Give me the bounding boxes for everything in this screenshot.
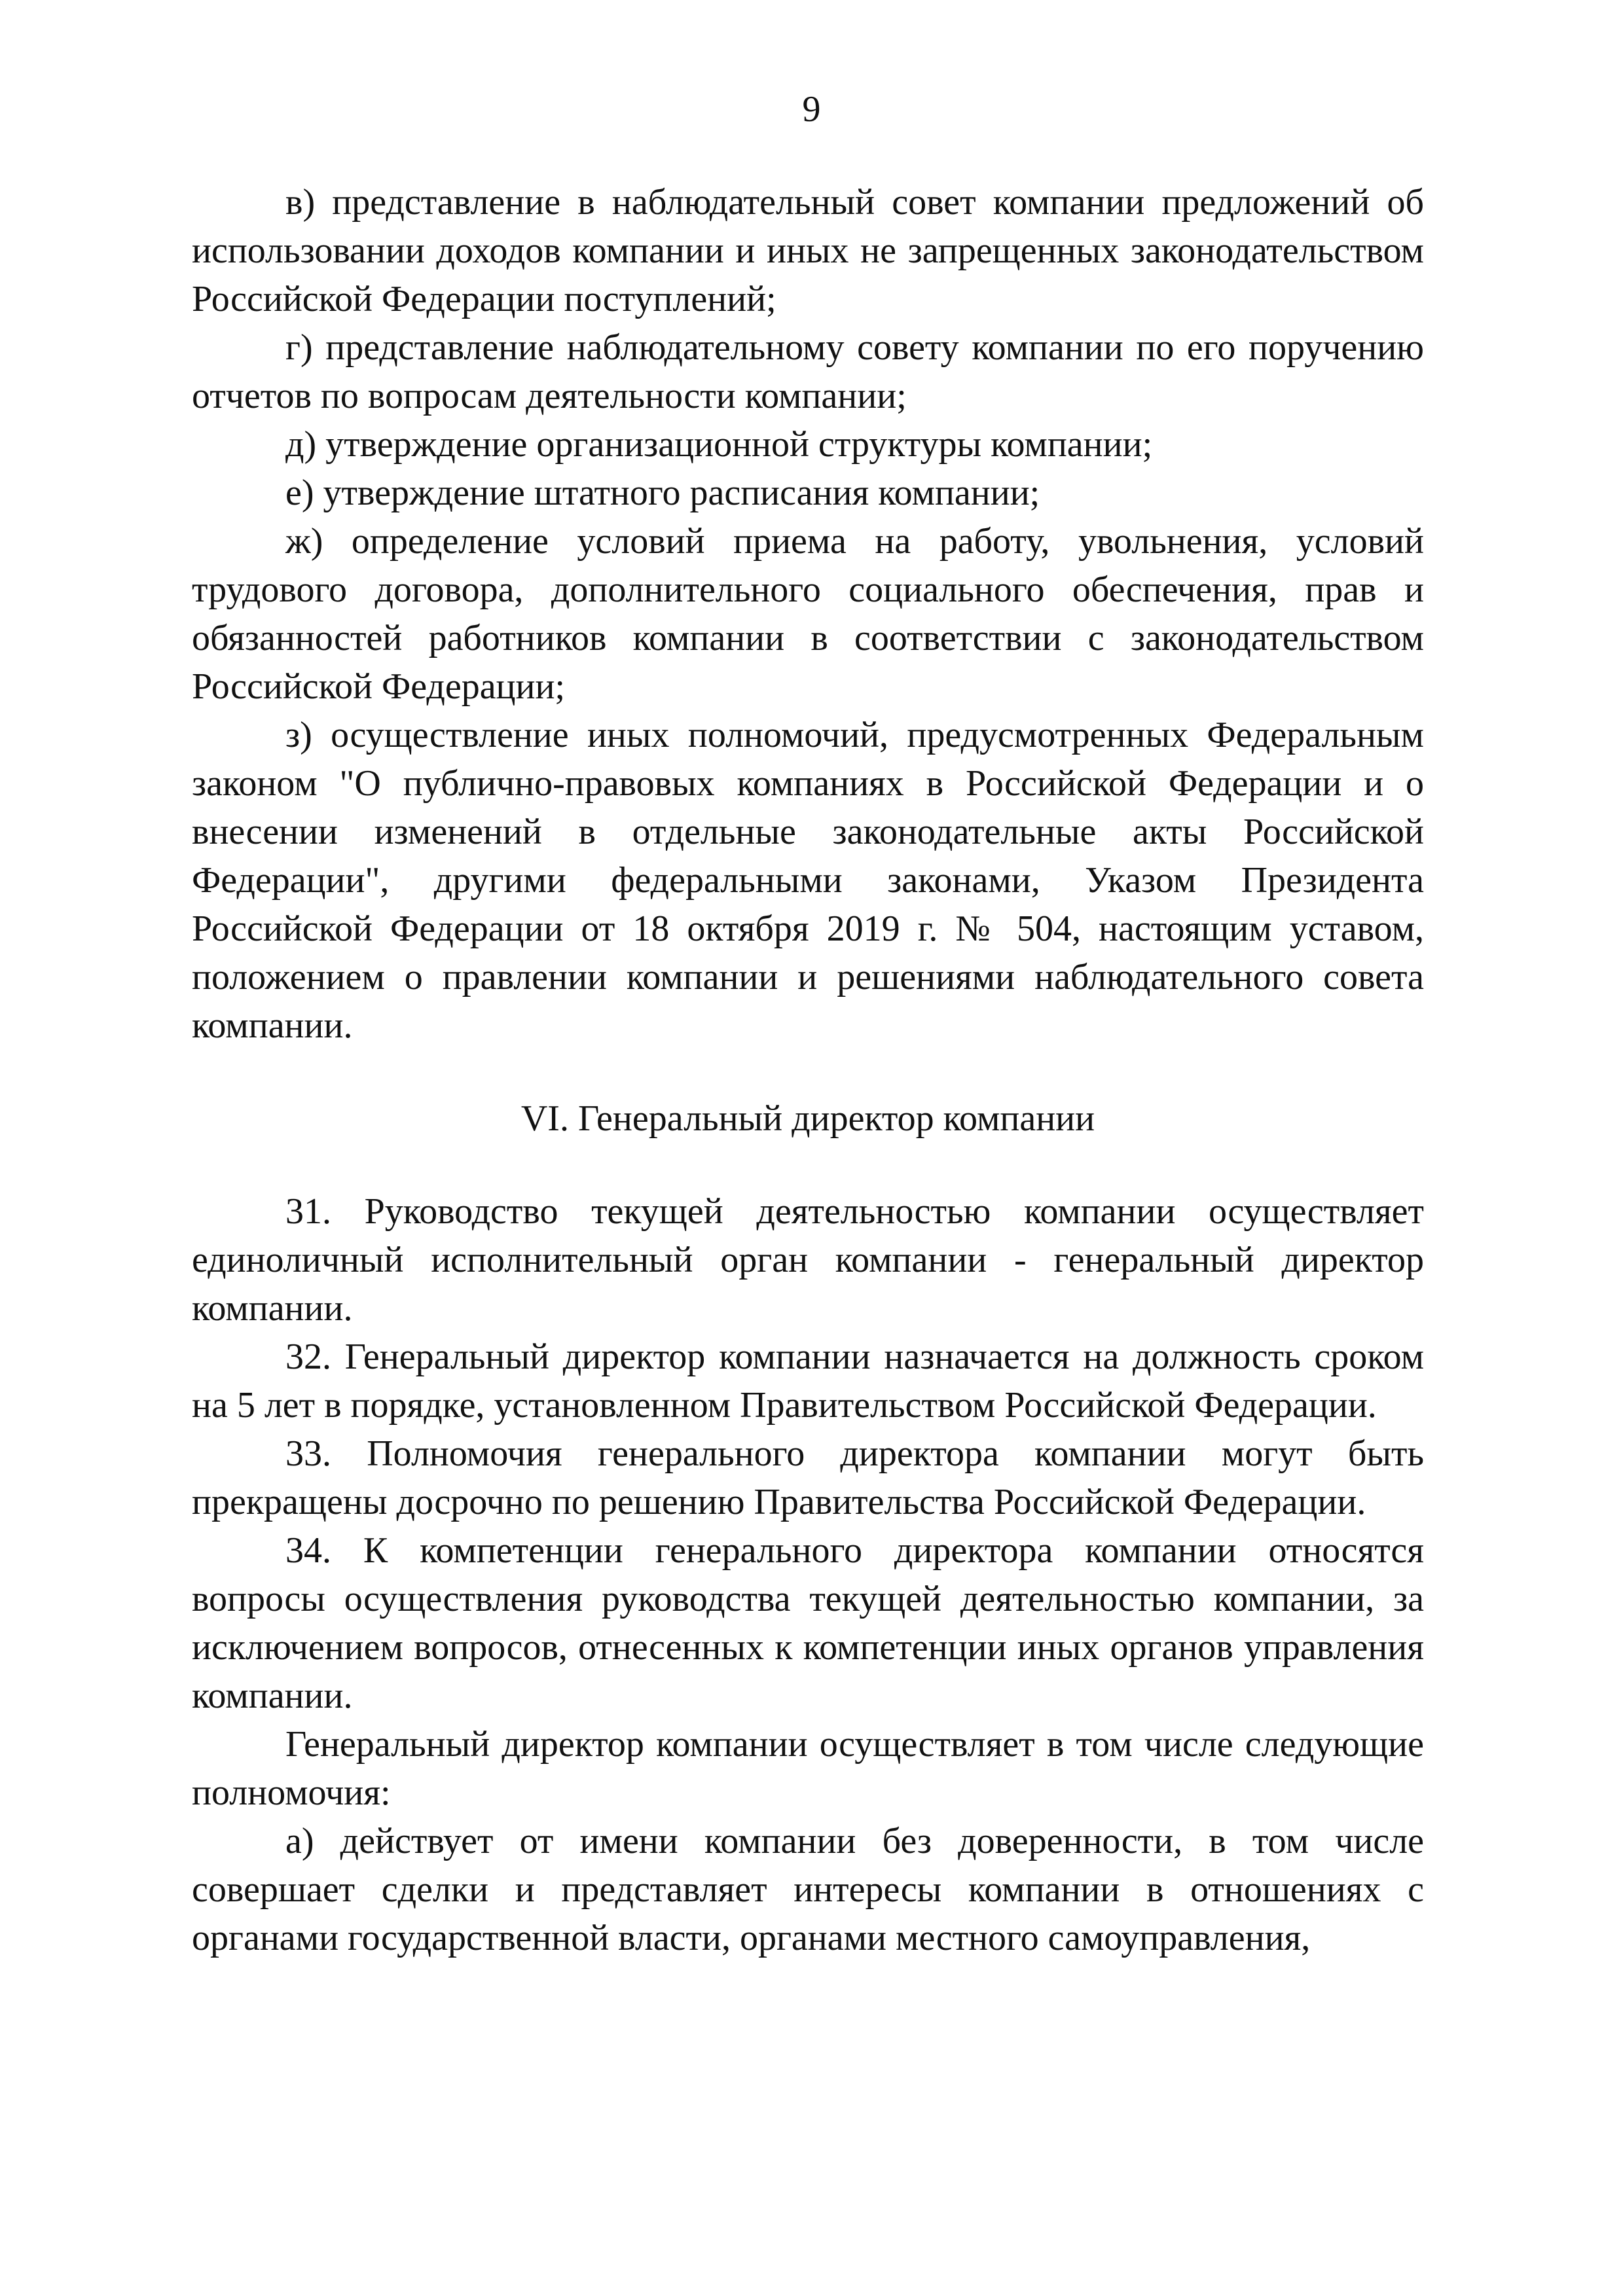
paragraph-item-v: в) представление в наблюдательный совет компании предложений об использовании доходов компании и иных не запрещенных законодательством Российской Федерации поступлений; [192, 182, 1424, 319]
paragraph-item-z: з) осуществление иных полномочий, предусмотренных Федеральным законом "О публично-правовых компаниях в Российской Федерации и о внесении изменений в отдельные законодательные акты Российской Федерации", другими федеральными законами, Указом Президента Российской Федерации от 18 октября 2019 г. № 504, настоящим уставом, положением о правлении компании и решениями наблюдательного совета компании. [192, 715, 1424, 1046]
section-heading: VI. Генеральный директор компании [520, 1098, 1095, 1139]
paragraph-34-item-a: а) действует от имени компании без доверенности, в том числе совершает сделки и представляет интересы компании в отношениях с органами государственной власти, органами местного самоуправления, [192, 1821, 1424, 1958]
paragraph-item-g: г) представление наблюдательному совету компании по его поручению отчетов по вопросам деятельности компании; [192, 327, 1424, 416]
paragraph-31: 31. Руководство текущей деятельностью компании осуществляет единоличный исполнительный орган компании - генеральный директор компании. [192, 1191, 1424, 1329]
paragraph-item-e: е) утверждение штатного расписания компании; [285, 473, 1040, 513]
paragraph-32: 32. Генеральный директор компании назначается на должность сроком на 5 лет в порядке, установленном Правительством Российской Федерации. [192, 1336, 1424, 1426]
page-number: 9 [802, 89, 821, 130]
paragraph-34: 34. К компетенции генерального директора компании относятся вопросы осуществления руководства текущей деятельностью компании, за исключением вопросов, отнесенных к компетенции иных органов управления компании. [192, 1530, 1424, 1716]
document-body [192, 178, 1424, 1962]
paragraph-item-d: д) утверждение организационной структуры компании; [285, 424, 1153, 465]
paragraph-34-powers-intro: Генеральный директор компании осуществляет в том числе следующие полномочия: [192, 1724, 1424, 1813]
paragraph-item-zh: ж) определение условий приема на работу, увольнения, условий трудового договора, дополнительного социального обеспечения, прав и обязанностей работников компании в соответствии с законодательством Российской Федерации; [192, 521, 1424, 707]
paragraph-33: 33. Полномочия генерального директора компании могут быть прекращены досрочно по решению Правительства Российской Федерации. [192, 1433, 1424, 1522]
